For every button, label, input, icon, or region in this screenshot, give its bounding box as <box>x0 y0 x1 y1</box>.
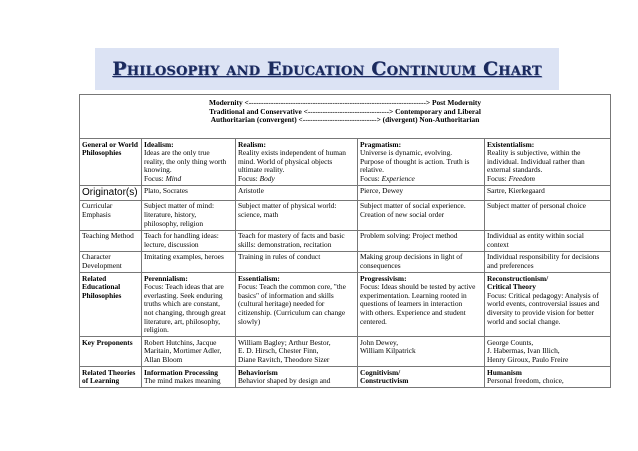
cell-essentialism: Essentialism: Focus: Teach the common core, "the basics" of information and skills (cultural heritage) needed for citizenship. (Curriculum can change slowly) <box>236 273 358 337</box>
continuum-header-row <box>80 95 611 139</box>
cell-information-processing: Information Processing The mind makes meaning <box>142 367 236 388</box>
continuum-table <box>79 94 611 388</box>
row-label-curricular-emphasis: Curricular Emphasis <box>80 200 142 230</box>
table-row <box>80 230 611 251</box>
cell-progressivism: Progressivism: Focus: Ideas should be tested by active experimentation. Learning rooted in questions of learners in interaction with others. Experience and student centered. <box>358 273 485 337</box>
table-cell: Subject matter of physical world: science, math <box>236 200 358 230</box>
row-label-teaching-method: Teaching Method <box>80 230 142 251</box>
table-cell: Subject matter of personal choice <box>485 200 611 230</box>
authority-axis: Authoritarian (convergent) <------------------------------> (divergent) Non-Authoritarian <box>210 115 480 125</box>
table-cell: Teach for mastery of facts and basic skills: demonstration, recitation <box>236 230 358 251</box>
cell-realism: Realism: Reality exists independent of human mind. World of physical objects ultimate reality. Focus: Body <box>236 139 358 186</box>
cell-humanism: Humanism Personal freedom, choice, <box>485 367 611 388</box>
table-cell: Aristotle <box>236 185 358 200</box>
table-cell: Sartre, Kierkegaard <box>485 185 611 200</box>
table-cell: John Dewey, William Kilpatrick <box>358 337 485 367</box>
table-row <box>80 337 611 367</box>
table-cell: Subject matter of mind: literature, history, philosophy, religion <box>142 200 236 230</box>
row-label-originators: Originator(s) <box>80 185 142 200</box>
table-cell: Individual as entity within social context <box>485 230 611 251</box>
title-banner <box>95 48 559 90</box>
table-row <box>80 185 611 200</box>
cell-perennialism: Perennialism: Focus: Teach ideas that are everlasting. Seek enduring truths which are constant, not changing, through great literature, art, philosophy, religion. <box>142 273 236 337</box>
table-row <box>80 251 611 272</box>
table-cell: Individual responsibility for decisions and preferences <box>485 251 611 272</box>
table-row <box>80 139 611 186</box>
table-row <box>80 273 611 337</box>
cell-reconstructionism: Reconstructionism/ Critical Theory Focus: Critical pedagogy: Analysis of world events, controversial issues and diversity to provide vision for better world and social change. <box>485 273 611 337</box>
table-cell: Robert Hutchins, Jacque Maritain, Mortimer Adler, Allan Bloom <box>142 337 236 367</box>
table-cell: Making group decisions in light of consequences <box>358 251 485 272</box>
continuum-header <box>80 95 611 139</box>
cell-pragmatism: Pragmatism: Universe is dynamic, evolving. Purpose of thought is action. Truth is relative. Focus: Experience <box>358 139 485 186</box>
table-cell: Plato, Socrates <box>142 185 236 200</box>
tradition-axis: Traditional and Conservative <---------------------------------> Contemporary and Liberal <box>209 106 481 116</box>
cell-idealism: Idealism: Ideas are the only true reality, the only thing worth knowing. Focus: Mind <box>142 139 236 186</box>
row-label-learning-theories: Related Theories of Learning <box>80 367 142 388</box>
row-label-key-proponents: Key Proponents <box>80 337 142 367</box>
table-cell: Problem solving: Project method <box>358 230 485 251</box>
row-label-character-development: Character Development <box>80 251 142 272</box>
table-cell: George Counts, J. Habermas, Ivan Illich, Henry Giroux, Paulo Freire <box>485 337 611 367</box>
page-title: Philosophy and Education Continuum Chart <box>112 58 542 80</box>
cell-existentialism: Existentialism: Reality is subjective, within the individual. Individual rather than external standards. Focus: Freedom <box>485 139 611 186</box>
table-cell: William Bagley; Arthur Bestor, E. D. Hirsch, Chester Finn, Diane Ravitch, Theodore Sizer <box>236 337 358 367</box>
table-cell: Teach for handling ideas: lecture, discussion <box>142 230 236 251</box>
table-row <box>80 367 611 388</box>
modernity-axis: Modernity <------------------------------------------------------------------------> Post Modernity <box>208 98 482 107</box>
row-label-world-philosophies: General or World Philosophies <box>80 139 142 186</box>
table-cell: Training in rules of conduct <box>236 251 358 272</box>
row-label-educational-philosophies: Related Educational Philosophies <box>80 273 142 337</box>
cell-behaviorism: Behaviorism Behavior shaped by design and <box>236 367 358 388</box>
table-cell: Imitating examples, heroes <box>142 251 236 272</box>
table-cell: Subject matter of social experience. Creation of new social order <box>358 200 485 230</box>
table-cell: Pierce, Dewey <box>358 185 485 200</box>
cell-cognitivism: Cognitivism/ Constructivism <box>358 367 485 388</box>
table-row <box>80 200 611 230</box>
